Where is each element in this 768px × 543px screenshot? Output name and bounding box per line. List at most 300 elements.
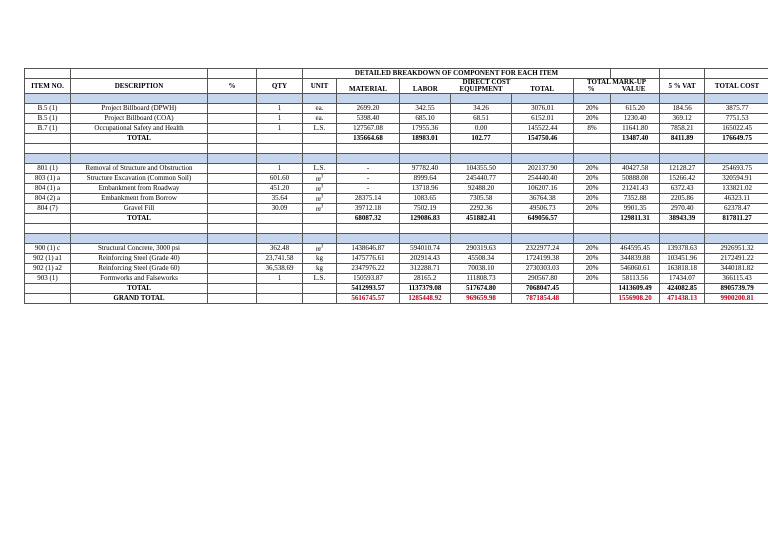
subtotal-equipment: 451882.41 [451, 214, 512, 224]
grand-total-total: 7871854.48 [512, 294, 574, 304]
qty-cell: 1 [257, 274, 303, 284]
header-total: TOTAL [530, 85, 555, 93]
item-no-cell: 902 (1) a1 [25, 254, 71, 264]
material-cell: 28375.14 [337, 194, 400, 204]
table-row [25, 174, 768, 184]
labor-cell: 685.10 [400, 114, 451, 124]
empty-cell [71, 154, 208, 164]
table-title: DETAILED BREAKDOWN OF COMPONENT FOR EACH ITEM [303, 69, 611, 79]
item-no-cell: 900 (1) c [25, 244, 71, 254]
total-cell: 2730303.03 [512, 264, 574, 274]
subtotal-row [25, 284, 768, 294]
empty-cell [303, 294, 337, 304]
subtotal-markup-value: 13487.40 [611, 134, 660, 144]
grand-total-total-cost: 9900200.81 [705, 294, 768, 304]
labor-cell: 28165.2 [400, 274, 451, 284]
markup-value-cell: 50888.08 [611, 174, 660, 184]
empty-cell [303, 224, 337, 234]
equipment-cell: 68.51 [451, 114, 512, 124]
total-cost-cell: 46323.11 [705, 194, 768, 204]
qty-cell: 23,741.58 [257, 254, 303, 264]
qty-cell: 1 [257, 114, 303, 124]
total-cost-cell: 320594.91 [705, 174, 768, 184]
empty-cell [71, 94, 208, 104]
table-row [25, 184, 768, 194]
empty-cell [337, 224, 400, 234]
empty-cell [208, 234, 257, 244]
empty-cell [257, 94, 303, 104]
header-description: DESCRIPTION [71, 79, 208, 94]
equipment-cell: 0.00 [451, 124, 512, 134]
header-material: MATERIAL [337, 79, 400, 94]
subtotal-total-cost: 176649.75 [705, 134, 768, 144]
percent-cell [208, 204, 257, 214]
vat-cell: 7858.21 [660, 124, 705, 134]
equipment-cell: 290319.63 [451, 244, 512, 254]
description-cell: Occupational Safety and Health [71, 124, 208, 134]
table-row [25, 114, 768, 124]
empty-cell [574, 234, 611, 244]
material-cell: 5398.40 [337, 114, 400, 124]
direct-cost-header [400, 79, 574, 94]
equipment-cell: 70038.10 [451, 264, 512, 274]
equipment-cell: 7305.58 [451, 194, 512, 204]
percent-cell [208, 254, 257, 264]
empty-cell [71, 234, 208, 244]
total-cost-cell: 133821.02 [705, 184, 768, 194]
total-cost-cell: 7751.53 [705, 114, 768, 124]
empty-cell [25, 234, 71, 244]
total-cell: 36764.38 [512, 194, 574, 204]
qty-cell: 362.48 [257, 244, 303, 254]
header-unit: UNIT [303, 79, 337, 94]
empty-cell [25, 214, 71, 224]
unit-cell: $m^3$ [303, 194, 337, 204]
empty-cell [574, 94, 611, 104]
markup-pct-cell: 20% [574, 104, 611, 114]
empty-cell [705, 144, 768, 154]
empty-cell [208, 94, 257, 104]
empty-cell [660, 234, 705, 244]
empty-cell [451, 154, 512, 164]
unit-cell: L.S. [303, 124, 337, 134]
qty-cell: 36,538.69 [257, 264, 303, 274]
header-item-no: ITEM NO. [25, 79, 71, 94]
vat-cell: 163818.18 [660, 264, 705, 274]
vat-cell: 103451.96 [660, 254, 705, 264]
percent-cell [208, 114, 257, 124]
empty-cell [574, 224, 611, 234]
empty-cell [208, 214, 257, 224]
material-cell: 127567.08 [337, 124, 400, 134]
subtotal-material: 68087.32 [337, 214, 400, 224]
empty-cell [71, 224, 208, 234]
labor-cell: 17955.36 [400, 124, 451, 134]
total-cost-cell: 254693.75 [705, 164, 768, 174]
material-cell: - [337, 164, 400, 174]
labor-cell: 97782.40 [400, 164, 451, 174]
empty-cell [611, 144, 660, 154]
labor-cell: 312288.71 [400, 264, 451, 274]
vat-cell: 139378.63 [660, 244, 705, 254]
subtotal-equipment: 517674.80 [451, 284, 512, 294]
empty-cell [25, 224, 71, 234]
unit-cell: kg [303, 254, 337, 264]
percent-cell [208, 244, 257, 254]
empty-cell [660, 154, 705, 164]
empty-cell [400, 234, 451, 244]
subtotal-equipment: 102.77 [451, 134, 512, 144]
grand-total-vat: 471438.13 [660, 294, 705, 304]
subtotal-total: 154750.46 [512, 134, 574, 144]
labor-cell: 1083.65 [400, 194, 451, 204]
empty-cell [400, 224, 451, 234]
table-row [25, 164, 768, 174]
item-no-cell: 801 (1) [25, 164, 71, 174]
empty-cell [705, 154, 768, 164]
section-band [25, 94, 768, 104]
empty-cell [451, 94, 512, 104]
grand-total-row [25, 294, 768, 304]
vat-cell: 12128.27 [660, 164, 705, 174]
description-cell: Embankment from Borrow [71, 194, 208, 204]
empty-cell [303, 234, 337, 244]
item-no-cell: 804 (7) [25, 204, 71, 214]
subtotal-total: 649056.57 [512, 214, 574, 224]
empty-cell [257, 154, 303, 164]
spacer-row [25, 224, 768, 234]
material-cell: 2699.20 [337, 104, 400, 114]
total-cost-cell: 2172491.22 [705, 254, 768, 264]
total-cost-cell: 3440181.82 [705, 264, 768, 274]
material-cell: 1438646.87 [337, 244, 400, 254]
total-cell: 2322977.24 [512, 244, 574, 254]
header-qty: QTY [257, 79, 303, 94]
subtotal-labor: 1137379.08 [400, 284, 451, 294]
unit-cell: $m^3$ [303, 204, 337, 214]
empty-cell [208, 224, 257, 234]
empty-cell [512, 234, 574, 244]
grand-total-labor: 1285448.92 [400, 294, 451, 304]
markup-value-cell: 7352.88 [611, 194, 660, 204]
material-cell: 2347976.22 [337, 264, 400, 274]
labor-cell: 13718.96 [400, 184, 451, 194]
header-markup-pct: % [587, 85, 595, 93]
equipment-cell: 111808.73 [451, 274, 512, 284]
description-cell: Structural Concrete, 3000 psi [71, 244, 208, 254]
empty-cell [705, 234, 768, 244]
empty-cell [257, 284, 303, 294]
empty-cell [303, 134, 337, 144]
empty-cell [303, 214, 337, 224]
percent-cell [208, 174, 257, 184]
empty-cell [25, 144, 71, 154]
percent-cell [208, 194, 257, 204]
unit-cell: ea. [303, 114, 337, 124]
table-row [25, 194, 768, 204]
cost-breakdown-sheet [24, 68, 768, 352]
total-cell: 6152.01 [512, 114, 574, 124]
subtotal-vat: 424082.85 [660, 284, 705, 294]
empty-cell [25, 134, 71, 144]
empty-cell [257, 214, 303, 224]
markup-value-cell: 615.20 [611, 104, 660, 114]
description-cell: Formworks and Falseworks [71, 274, 208, 284]
percent-cell [208, 104, 257, 114]
total-cost-cell: 366115.43 [705, 274, 768, 284]
empty-cell [25, 294, 71, 304]
empty-cell [451, 224, 512, 234]
subtotal-label: TOTAL [71, 284, 208, 294]
empty-cell [611, 154, 660, 164]
header-labor: LABOR [412, 85, 438, 93]
empty-cell [25, 154, 71, 164]
qty-cell: 1 [257, 164, 303, 174]
item-no-cell: 902 (1) a2 [25, 264, 71, 274]
empty-cell [303, 154, 337, 164]
header-percent: % [208, 79, 257, 94]
total-cost-cell: 2926951.32 [705, 244, 768, 254]
percent-cell [208, 184, 257, 194]
vat-cell: 184.56 [660, 104, 705, 114]
table-row [25, 204, 768, 214]
subtotal-markup-value: 129811.31 [611, 214, 660, 224]
item-no-cell: 903 (1) [25, 274, 71, 284]
empty-cell [512, 154, 574, 164]
empty-cell [303, 144, 337, 154]
percent-cell [208, 164, 257, 174]
empty-cell [400, 154, 451, 164]
spacer-row [25, 144, 768, 154]
total-cell: 106207.16 [512, 184, 574, 194]
empty-cell [660, 94, 705, 104]
percent-cell [208, 124, 257, 134]
empty-cell [303, 94, 337, 104]
empty-cell [451, 144, 512, 154]
material-cell: 150593.87 [337, 274, 400, 284]
empty-cell [705, 94, 768, 104]
total-cell: 49506.73 [512, 204, 574, 214]
item-no-cell: B.5 (1) [25, 104, 71, 114]
empty-cell [611, 234, 660, 244]
markup-value-cell: 11641.80 [611, 124, 660, 134]
description-cell: Removal of Structure and Obstruction [71, 164, 208, 174]
empty-cell [512, 144, 574, 154]
equipment-cell: 45508.34 [451, 254, 512, 264]
empty-cell [303, 284, 337, 294]
table-row [25, 124, 768, 134]
item-no-cell: 804 (2) a [25, 194, 71, 204]
table-row [25, 264, 768, 274]
labor-cell: 342.55 [400, 104, 451, 114]
markup-pct-cell: 20% [574, 244, 611, 254]
empty-cell [257, 234, 303, 244]
vat-cell: 2205.86 [660, 194, 705, 204]
header-equipment: EQUIPMENT [459, 85, 503, 93]
markup-value-cell: 58113.56 [611, 274, 660, 284]
markup-pct-cell: 20% [574, 274, 611, 284]
grand-total-markup-value: 1556908.20 [611, 294, 660, 304]
table-row [25, 244, 768, 254]
unit-cell: kg [303, 264, 337, 274]
markup-pct-cell: 20% [574, 184, 611, 194]
labor-cell: 202914.43 [400, 254, 451, 264]
qty-cell: 1 [257, 104, 303, 114]
labor-cell: 8999.64 [400, 174, 451, 184]
labor-cell: 7502.19 [400, 204, 451, 214]
header-vat: 5 % VAT [660, 79, 705, 94]
grand-total-material: 5616745.57 [337, 294, 400, 304]
description-cell: Project Billboard (DPWH) [71, 104, 208, 114]
subtotal-label: TOTAL [71, 134, 208, 144]
empty-cell [574, 134, 611, 144]
material-cell: - [337, 184, 400, 194]
direct-cost-label: DIRECT COST [462, 78, 511, 86]
item-no-cell: 803 (1) a [25, 174, 71, 184]
empty-cell [574, 214, 611, 224]
empty-cell [337, 94, 400, 104]
unit-cell: $m^3$ [303, 174, 337, 184]
total-cell: 145522.44 [512, 124, 574, 134]
empty-cell [208, 284, 257, 294]
subtotal-vat: 8411.89 [660, 134, 705, 144]
percent-cell [208, 274, 257, 284]
markup-pct-cell: 20% [574, 264, 611, 274]
empty-cell [208, 144, 257, 154]
markup-value-cell: 21241.43 [611, 184, 660, 194]
grand-total-equipment: 969659.98 [451, 294, 512, 304]
item-no-cell: B.5 (1) [25, 114, 71, 124]
empty-cell [574, 154, 611, 164]
subtotal-vat: 38943.39 [660, 214, 705, 224]
empty-cell [512, 94, 574, 104]
vat-cell: 17434.07 [660, 274, 705, 284]
markup-pct-cell: 20% [574, 164, 611, 174]
equipment-cell: 34.26 [451, 104, 512, 114]
vat-cell: 369.12 [660, 114, 705, 124]
material-cell: 1475776.61 [337, 254, 400, 264]
total-cell: 254440.40 [512, 174, 574, 184]
subtotal-label: TOTAL [71, 214, 208, 224]
description-cell: Reinforcing Steel (Grade 60) [71, 264, 208, 274]
empty-cell [705, 224, 768, 234]
vat-cell: 15266.42 [660, 174, 705, 184]
subtotal-total-cost: 817811.27 [705, 214, 768, 224]
empty-cell [400, 144, 451, 154]
markup-pct-cell: 20% [574, 114, 611, 124]
empty-cell [208, 134, 257, 144]
description-cell: Structure Excavation (Common Soil) [71, 174, 208, 184]
percent-cell [208, 264, 257, 274]
empty-cell [257, 144, 303, 154]
section-band [25, 154, 768, 164]
empty-cell [611, 94, 660, 104]
markup-pct-cell: 20% [574, 174, 611, 184]
markup-pct-cell: 20% [574, 204, 611, 214]
total-cell: 1724199.38 [512, 254, 574, 264]
empty-cell [611, 224, 660, 234]
total-cost-cell: 62378.47 [705, 204, 768, 214]
unit-cell: L.S. [303, 164, 337, 174]
qty-cell: 451.20 [257, 184, 303, 194]
empty-cell [71, 144, 208, 154]
empty-cell [257, 224, 303, 234]
qty-cell: 601.60 [257, 174, 303, 184]
markup-header [574, 79, 660, 94]
empty-cell [512, 224, 574, 234]
cost-breakdown-table [24, 68, 768, 304]
qty-cell: 30.09 [257, 204, 303, 214]
qty-cell: 35.64 [257, 194, 303, 204]
labor-cell: 594010.74 [400, 244, 451, 254]
subtotal-row [25, 134, 768, 144]
markup-pct-cell: 20% [574, 194, 611, 204]
description-cell: Gravel Fill [71, 204, 208, 214]
empty-cell [574, 144, 611, 154]
total-cost-cell: 165022.45 [705, 124, 768, 134]
equipment-cell: 2292.36 [451, 204, 512, 214]
table-row [25, 274, 768, 284]
equipment-cell: 92488.20 [451, 184, 512, 194]
markup-value-cell: 546060.61 [611, 264, 660, 274]
empty-cell [660, 144, 705, 154]
markup-value-cell: 344839.88 [611, 254, 660, 264]
unit-cell: ea. [303, 104, 337, 114]
section-band [25, 234, 768, 244]
empty-cell [208, 294, 257, 304]
header-total-cost: TOTAL COST [705, 79, 768, 94]
header-markup-value: VALUE [621, 85, 646, 93]
markup-pct-cell: 20% [574, 254, 611, 264]
subtotal-total: 7068047.45 [512, 284, 574, 294]
unit-cell: L.S. [303, 274, 337, 284]
material-cell: 39712.18 [337, 204, 400, 214]
equipment-cell: 245440.77 [451, 174, 512, 184]
subtotal-material: 5412993.57 [337, 284, 400, 294]
subtotal-markup-value: 1413609.49 [611, 284, 660, 294]
vat-cell: 6372.43 [660, 184, 705, 194]
total-cost-cell: 3875.77 [705, 104, 768, 114]
subtotal-labor: 129086.83 [400, 214, 451, 224]
total-cell: 3076.01 [512, 104, 574, 114]
markup-value-cell: 40427.58 [611, 164, 660, 174]
table-row [25, 254, 768, 264]
subtotal-labor: 18983.01 [400, 134, 451, 144]
empty-cell [451, 234, 512, 244]
description-cell: Reinforcing Steel (Grade 40) [71, 254, 208, 264]
grand-total-label: GRAND TOTAL [71, 294, 208, 304]
empty-cell [574, 284, 611, 294]
empty-cell [660, 224, 705, 234]
subtotal-material: 135664.68 [337, 134, 400, 144]
empty-cell [337, 234, 400, 244]
empty-cell [25, 94, 71, 104]
subtotal-total-cost: 8905739.79 [705, 284, 768, 294]
empty-cell [400, 94, 451, 104]
markup-value-cell: 1230.40 [611, 114, 660, 124]
material-cell: - [337, 174, 400, 184]
empty-cell [257, 294, 303, 304]
empty-cell [25, 284, 71, 294]
total-cell: 202137.90 [512, 164, 574, 174]
empty-cell [574, 294, 611, 304]
equipment-cell: 104355.50 [451, 164, 512, 174]
vat-cell: 2970.40 [660, 204, 705, 214]
item-no-cell: 804 (1) a [25, 184, 71, 194]
markup-value-cell: 464595.45 [611, 244, 660, 254]
qty-cell: 1 [257, 124, 303, 134]
empty-cell [337, 144, 400, 154]
